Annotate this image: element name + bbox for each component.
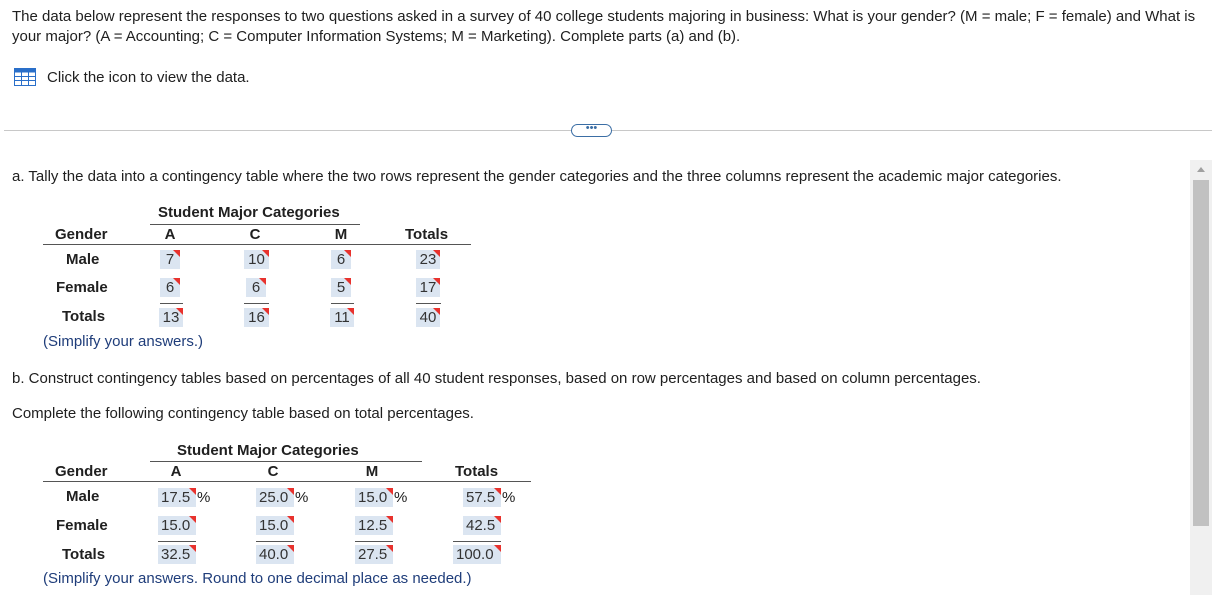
part-a-group-header: Student Major Categories (158, 204, 340, 221)
part-a-col-c-header: C (249, 226, 261, 243)
part-b-gender-header: Gender (55, 463, 108, 480)
part-b-instruction: Complete the following contingency table based on total percentages. (12, 405, 474, 422)
answer-cell[interactable]: 10 (244, 250, 269, 269)
expand-button[interactable]: ••• (571, 124, 612, 137)
answer-cell[interactable]: 40.0 (256, 545, 294, 564)
part-b-header-rule (43, 481, 531, 482)
part-a-total-rule (331, 303, 354, 304)
view-data-label[interactable]: Click the icon to view the data. (47, 68, 250, 86)
table-grid-icon[interactable] (14, 68, 36, 86)
answer-cell[interactable]: 6 (246, 278, 266, 297)
part-b-total-rule (453, 541, 501, 542)
scrollbar-thumb[interactable] (1193, 180, 1209, 526)
part-a-col-m-header: M (334, 226, 348, 243)
part-a-note: (Simplify your answers.) (43, 333, 204, 350)
part-b-row-label: Female (56, 517, 108, 534)
part-b-col-c-header: C (267, 463, 279, 480)
part-a-total-rule (244, 303, 269, 304)
answer-cell[interactable]: 6 (331, 250, 351, 269)
answer-cell[interactable]: 25.0 (256, 488, 294, 507)
part-a-row-label: Totals (62, 308, 106, 325)
part-b-col-a-header: A (170, 463, 182, 480)
view-data-link[interactable] (14, 68, 250, 86)
answer-cell[interactable]: 15.0 (355, 488, 393, 507)
part-b-question: b. Construct contingency tables based on percentages of all 40 student responses, based on row percentages and based on column percentages. (12, 370, 981, 387)
percent-sign: % (394, 489, 408, 506)
part-a-col-totals-header: Totals (405, 226, 449, 243)
part-b-row-label: Totals (62, 546, 106, 563)
scroll-up-arrow-icon[interactable] (1197, 167, 1205, 172)
part-a-total-rule (416, 303, 441, 304)
part-a-row-label: Female (56, 279, 108, 296)
part-b-group-header: Student Major Categories (177, 442, 359, 459)
answer-cell[interactable]: 57.5 (463, 488, 501, 507)
answer-cell[interactable]: 15.0 (256, 516, 294, 535)
answer-cell[interactable]: 13 (159, 308, 183, 327)
part-a-row-label: Male (66, 251, 100, 268)
part-a-group-rule (150, 224, 360, 225)
percent-sign: % (295, 489, 309, 506)
part-b-col-m-header: M (365, 463, 379, 480)
part-a-col-a-header: A (164, 226, 176, 243)
part-b-total-rule (158, 541, 196, 542)
answer-cell[interactable]: 40 (416, 308, 440, 327)
answer-cell[interactable]: 12.5 (355, 516, 393, 535)
part-b-total-rule (256, 541, 294, 542)
part-a-question: a. Tally the data into a contingency table where the two rows represent the gender categories and the three columns represent the academic major categories. (12, 168, 1062, 185)
answer-cell[interactable]: 32.5 (158, 545, 196, 564)
part-b-note: (Simplify your answers. Round to one decimal place as needed.) (43, 570, 472, 587)
answer-cell[interactable]: 6 (160, 278, 180, 297)
part-a-header-rule (43, 244, 471, 245)
answer-cell[interactable]: 27.5 (355, 545, 393, 564)
answer-cell[interactable]: 5 (331, 278, 351, 297)
part-a-gender-header: Gender (55, 226, 108, 243)
part-b-total-rule (355, 541, 393, 542)
answer-cell[interactable]: 11 (330, 308, 354, 327)
part-b-col-totals-header: Totals (455, 463, 499, 480)
part-b-row-label: Male (66, 488, 100, 505)
answer-cell[interactable]: 23 (416, 250, 440, 269)
part-b-group-rule (150, 461, 422, 462)
answer-cell[interactable]: 42.5 (463, 516, 501, 535)
problem-intro: The data below represent the responses to two questions asked in a survey of 40 college students majoring in business: What is your gender? (M = male; F = female) and What is your major? (A = Accounting; C = Computer Information Systems; M = Marketing). Complete parts (a) and (b). (12, 8, 1196, 45)
part-a-total-rule (160, 303, 183, 304)
answer-cell[interactable]: 16 (244, 308, 269, 327)
percent-sign: % (502, 489, 516, 506)
answer-cell[interactable]: 17.5 (158, 488, 196, 507)
answer-cell[interactable]: 15.0 (158, 516, 196, 535)
answer-cell[interactable]: 17 (416, 278, 440, 297)
percent-sign: % (197, 489, 211, 506)
answer-cell[interactable]: 7 (160, 250, 180, 269)
answer-cell[interactable]: 100.0 (453, 545, 501, 564)
